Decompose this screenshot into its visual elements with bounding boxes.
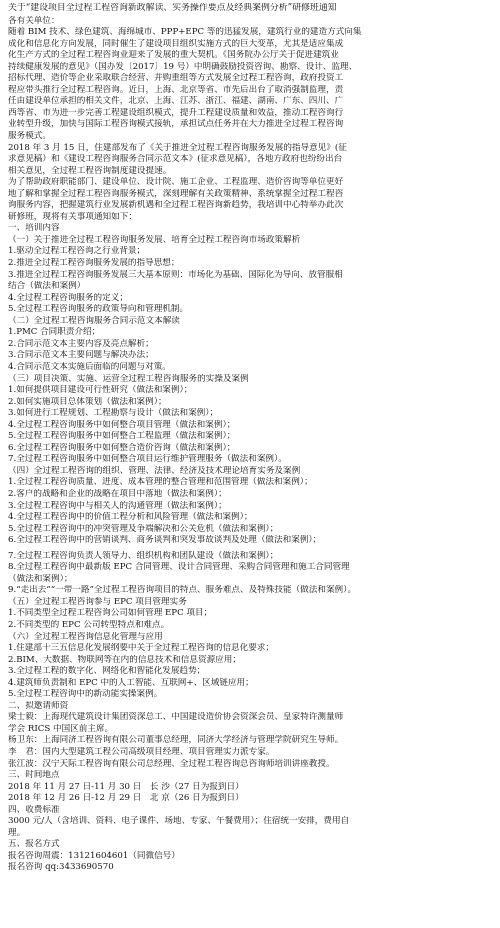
list-item: 1.驱动全过程工程咨询之行业背景； bbox=[8, 246, 146, 257]
list-item: （做法和案例）； bbox=[8, 573, 73, 584]
section-heading: 五、报名方式 bbox=[8, 839, 60, 850]
text-line: 李 君：国内大型建筑工程公司高级项目经理、项目管理实力派专家。 bbox=[8, 747, 275, 757]
text-line: 西等省、市为进一步完善工程建设组织模式，提升工程建设质量和效益，推动工程咨询行 bbox=[8, 107, 344, 118]
text-line: 任由建设单位承担的相关文件，北京、上海、江苏、浙江、福建、湖南、广东、四川、广 bbox=[8, 96, 344, 107]
document-body bbox=[8, 16, 495, 874]
list-item: 4.全过程工程咨询服务的定义； bbox=[8, 292, 128, 303]
text-line: 相关意见，全过程工程咨询制度建设提速。 bbox=[8, 165, 172, 176]
list-item: 7.全过程工程咨询负责人领导力、组织机构和团队建设（做法和案例）； bbox=[8, 550, 279, 561]
text-line: 张江波：汉宁天际工程咨询有限公司总经理、全过程工程咨询总咨询师培训讲座教授。 bbox=[8, 758, 335, 769]
list-item: 2.如何实施项目总体策划（做法和案例）； bbox=[8, 396, 167, 407]
list-item: 5.全过程工程咨询中的冲突管理及争端解决和公关危机（做法和案例）； bbox=[8, 523, 279, 534]
list-item: 2.客户的战略和企业的战略在项目中落地（做法和案例）； bbox=[8, 488, 227, 499]
text-line: 求意见稿）和《建设工程咨询服务合同示范文本》(征求意见稿），各地方政府也纷纷出台 bbox=[8, 154, 343, 165]
text-line: 2018 年 3 月 15 日，住建部发布了《关于推进全过程工程咨询服务发展的指导意见》(征 bbox=[8, 142, 347, 153]
section-heading: 三、时间地点 bbox=[8, 770, 60, 781]
text-line: 招标代理、造价等企业采取联合经营、并购重组等方式发展全过程工程咨询，政府投资工 bbox=[8, 73, 344, 84]
list-item: 6.全过程工程咨询中的营销谈判、商务谈判和突发事故谈判及处理（做法和案例）； bbox=[8, 535, 322, 546]
list-item: 5.全过程工程咨询服务的政策导向和管理机制。 bbox=[8, 304, 189, 315]
list-item: 4.合同示范文本实施后面临的问题与对策。 bbox=[8, 361, 171, 372]
text-line: 地了解和掌握全过程工程咨询服务模式，深刻理解有关政策精神、系统掌握全过程工程咨 bbox=[8, 188, 344, 199]
text-line: 2018 年 12 月 26 日-12 月 29 日 北 京（26 日为报到日） bbox=[8, 793, 244, 804]
contact-qq: 报名咨询 qq:3433690570 bbox=[8, 862, 114, 873]
list-item: 8.全过程工程咨询中最新版 EPC 合同管理、设计合同管理、采购合同管理和施工合同管理 bbox=[8, 562, 350, 573]
list-item: 1.PMC 合同职责介绍； bbox=[8, 327, 101, 338]
text-line: 随着 BIM 技术、绿色建筑、海绵城市、PPP+EPC 等的迅猛发展，建筑行业的建造方式向集 bbox=[8, 27, 362, 38]
list-item: 4.全过程工程咨询中的价值工程分析和风险管理（做法和案例）； bbox=[8, 512, 253, 523]
list-item: 结合（做法和案例） bbox=[8, 281, 86, 292]
section-heading: 四、收费标准 bbox=[8, 804, 60, 815]
text-line: 业转型升级，加快与国际工程咨询模式接轨，承担试点任务并在大力推进全过程工程咨询 bbox=[8, 119, 344, 130]
list-item: 3.全过程工程的数字化、网络化和智能化发展趋势； bbox=[8, 666, 206, 677]
list-item: 2.合同示范文本主要内容及亮点解析； bbox=[8, 338, 154, 349]
subsection-heading: （三）项目决策、实施、运营全过程工程咨询服务的实操及案例 bbox=[8, 373, 249, 384]
list-item: 7.全过程工程咨询服务中如何整合项目运行维护管理服务（做法和案例）。 bbox=[8, 454, 287, 465]
text-line: 为了帮助政府职能部门、建设单位、设计院、施工企业、工程监理、造价咨询等单位更好 bbox=[8, 177, 344, 188]
list-item: 2.推进全过程工程咨询服务发展的指导思想； bbox=[8, 258, 180, 269]
list-item: 3.全过程工程咨询中与相关人的沟通管理（做法和案例）； bbox=[8, 500, 227, 511]
text-line: 2018 年 11 月 27 日-11 月 30 日 长 沙（27 日为报到日） bbox=[8, 781, 244, 792]
document-title: 关于“建设项目全过程工程咨询新政解读、实务操作要点及经典案例分析”研修班通知 bbox=[8, 3, 337, 13]
list-item: 1.如何提供项目建设可行性研究（做法和案例）； bbox=[8, 385, 193, 396]
list-item: 4.建筑师负责制和 EPC 中的人工智能、互联网+、区域链应用； bbox=[8, 677, 254, 688]
list-item: 9.“走出去”“一带一路”全过程工程咨询项目的特点、服务难点、及特殊技能（做法和案例）。 bbox=[8, 585, 357, 596]
list-item: 3.推进全过程工程咨询服务发展三大基本原则：市场化为基础、国际化为导向、放管服相 bbox=[8, 269, 343, 280]
text-line: 询服务内容，把握建筑行业发展新机遇和全过程工程咨询新趋势，我培训中心特举办此次 bbox=[8, 200, 344, 211]
list-item: 4.全过程工程咨询服务中如何整合项目管理（做法和案例）； bbox=[8, 419, 236, 430]
list-item: 2.BIM、大数据、物联网等在内的信息技术和信息资源应用； bbox=[8, 654, 241, 665]
text-line: 持续健康发展的意见》（国办发〔2017〕19 号）中明确鼓励投资咨询、勘察、设计、监理、 bbox=[8, 61, 358, 72]
subsection-heading: （四）全过程工程咨询的组织、管理、法律、经济及技术理论培育实务及案例 bbox=[8, 465, 301, 476]
text-line: 梁士毅：上海现代建筑设计集团资深总工、中国建设造价协会资深会员、皇家特许测量师 bbox=[8, 712, 344, 723]
text-line: 学会 RICS 中国区前主席。 bbox=[8, 723, 114, 734]
subsection-heading: （二）全过程工程咨询服务合同示范文本解读 bbox=[8, 315, 180, 326]
list-item: 5.全过程工程咨询中的新动能实操案例。 bbox=[8, 689, 163, 700]
list-item: 3.合同示范文本主要问题与解决办法； bbox=[8, 350, 154, 361]
text-line: 各有关单位： bbox=[8, 15, 60, 26]
section-heading: 二、拟邀请师资 bbox=[8, 700, 69, 711]
contact-phone: 报名咨询周震：13121604601（同微信号） bbox=[8, 850, 180, 861]
list-item: 1.不同类型全过程工程咨询公司如何管理 EPC 项目； bbox=[8, 608, 213, 619]
text-line: 服务模式。 bbox=[8, 131, 51, 142]
list-item: 1.住建部十三五信息化发展纲要中关于全过程工程咨询的信息化要求； bbox=[8, 643, 275, 654]
list-item: 1.全过程工程咨询质量、进度、成本管理的整合管理和范围管理（做法和案例）； bbox=[8, 477, 313, 488]
list-item: 2.不同类型的 EPC 公司转型特点和难点。 bbox=[8, 619, 170, 630]
text-line: 理。 bbox=[8, 827, 26, 838]
text-line: 程应带头推行全过程工程咨询。近日，上海、北京等省、市先后出台了取消强制监理，责 bbox=[8, 84, 344, 95]
list-item: 5.全过程工程咨询服务中如何整合工程监理（做法和案例）； bbox=[8, 431, 236, 442]
text-line: 杨卫东：上海同济工程咨询有限公司董事总经理，同济大学经济与管理学院研究生导师。 bbox=[8, 735, 344, 746]
text-line: 研修班，现将有关事项通知如下： bbox=[8, 211, 137, 222]
text-line: 3000 元/人（含培训、资料、电子课件、场地、专家、午餐费用）；住宿统一安排，费用自 bbox=[8, 816, 350, 827]
text-line: 化生产方式的全过程工程咨询业迎来了发展的重大契机。《国务院办公厅关于促进建筑业 bbox=[8, 50, 339, 61]
subsection-heading: （五）全过程工程咨询参与 EPC 项目管理实务 bbox=[8, 596, 187, 607]
subsection-heading: （一）关于推进全过程工程咨询服务发展、培育全过程工程咨询市场政策解析 bbox=[8, 234, 301, 245]
list-item: 3.如何进行工程规划、工程勘察与设计（做法和案例）； bbox=[8, 408, 219, 419]
section-heading: 一、培训内容 bbox=[8, 223, 60, 234]
list-item: 6.全过程工程咨询服务中如何整合造价咨询（做法和案例）； bbox=[8, 442, 236, 453]
text-line: 成化和信息化方向发展，同时催生了建设项目组织实施方式的巨大变革，尤其是适应集成 bbox=[8, 38, 344, 49]
subsection-heading: （六）全过程工程咨询信息化管理与应用 bbox=[8, 631, 163, 642]
